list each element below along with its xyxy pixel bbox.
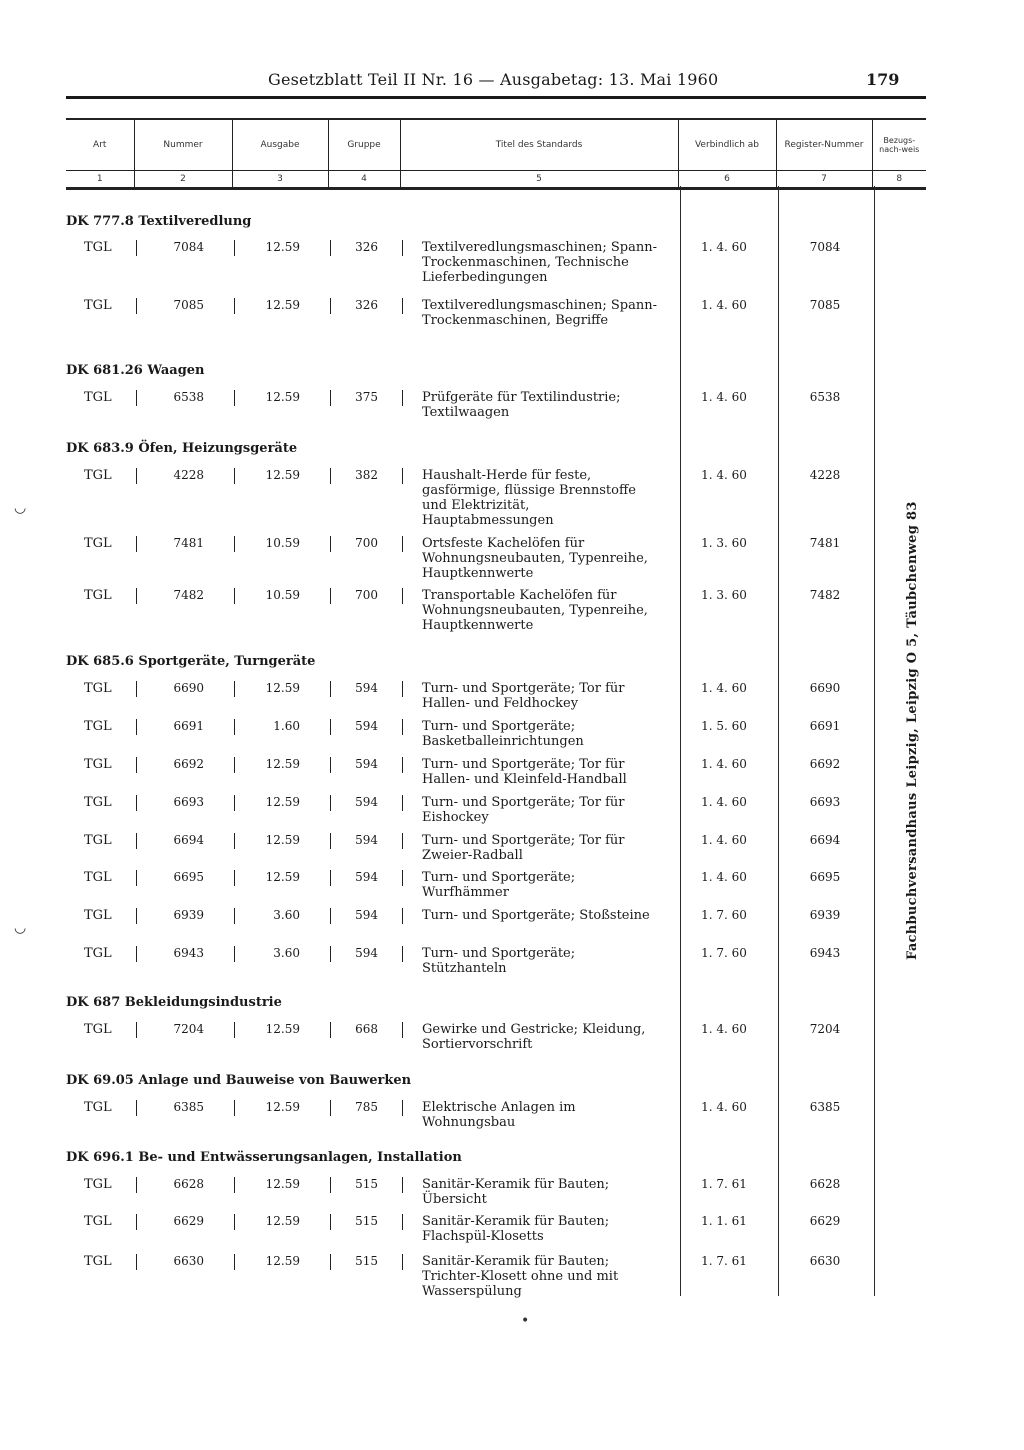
sep-ausgabe [234, 681, 235, 697]
sep-nummer [136, 757, 137, 773]
section-heading: DK 683.9 Öfen, Heizungsgeräte [66, 441, 298, 456]
sep-nummer [136, 719, 137, 735]
cell-ausgabe: 3.60 [273, 908, 300, 922]
sep-gruppe [330, 1100, 331, 1116]
sep-titel [402, 1022, 403, 1038]
cell-register: 6694 [809, 833, 841, 847]
cell-nummer: 6630 [173, 1254, 204, 1268]
cell-verbindlich: 1. 4. 60 [701, 240, 747, 254]
col-number-3: 3 [232, 171, 328, 189]
sep-gruppe [330, 870, 331, 886]
cell-verbindlich: 1. 4. 60 [701, 757, 747, 771]
cell-register: 6385 [809, 1100, 841, 1114]
cell-register: 6692 [809, 757, 841, 771]
cell-register: 6629 [809, 1214, 841, 1228]
col-number-7: 7 [776, 171, 872, 189]
col-header-art: Art [66, 119, 134, 171]
sep-gruppe [330, 719, 331, 735]
cell-ausgabe: 3.60 [273, 946, 300, 960]
col-header-bezugsnachweis: Bezugs-nach-weis [872, 119, 926, 171]
sep-ausgabe [234, 757, 235, 773]
sep-ausgabe [234, 946, 235, 962]
cell-title: Turn- und Sportgeräte; Stützhanteln [422, 946, 576, 976]
cell-nummer: 6629 [173, 1214, 204, 1228]
cell-ausgabe: 12.59 [265, 468, 300, 482]
cell-art: TGL [84, 390, 112, 405]
cell-title: Turn- und Sportgeräte; Wurfhämmer [422, 870, 576, 900]
cell-title: Turn- und Sportgeräte; Tor für Zweier-Radball [422, 833, 625, 863]
cell-register: 7084 [809, 240, 841, 254]
page-header-title: Gesetzblatt Teil II Nr. 16 — Ausgabetag: 13. Mai 1960 [268, 70, 719, 89]
cell-art: TGL [84, 298, 112, 313]
sep-gruppe [330, 536, 331, 552]
sep-gruppe [330, 795, 331, 811]
col-number-8: 8 [872, 171, 926, 189]
sep-ausgabe [234, 588, 235, 604]
cell-ausgabe: 1.60 [273, 719, 300, 733]
sep-nummer [136, 588, 137, 604]
cell-ausgabe: 12.59 [265, 1254, 300, 1268]
sep-nummer [136, 1100, 137, 1116]
cell-gruppe: 594 [355, 719, 378, 733]
sep-titel [402, 946, 403, 962]
cell-nummer: 6385 [173, 1100, 204, 1114]
cell-register: 4228 [809, 468, 841, 482]
sep-nummer [136, 1254, 137, 1270]
cell-register: 6943 [809, 946, 841, 960]
sep-gruppe [330, 468, 331, 484]
cell-ausgabe: 12.59 [265, 681, 300, 695]
cell-nummer: 6690 [173, 681, 204, 695]
cell-nummer: 6628 [173, 1177, 204, 1191]
cell-nummer: 6538 [173, 390, 204, 404]
cell-title: Textilveredlungsmaschinen; Spann-Trockenmaschinen, Begriffe [422, 298, 658, 328]
cell-verbindlich: 1. 4. 60 [701, 468, 747, 482]
cell-nummer: 7085 [173, 298, 204, 312]
sep-nummer [136, 468, 137, 484]
sep-nummer [136, 681, 137, 697]
cell-title: Turn- und Sportgeräte; Tor für Hallen- und Kleinfeld-Handball [422, 757, 627, 787]
cell-nummer: 7481 [173, 536, 204, 550]
cell-verbindlich: 1. 7. 61 [701, 1177, 747, 1191]
cell-gruppe: 700 [355, 536, 378, 550]
cell-nummer: 6943 [173, 946, 204, 960]
cell-gruppe: 594 [355, 757, 378, 771]
sep-ausgabe [234, 240, 235, 256]
cell-title: Sanitär-Keramik für Bauten; Trichter-Klosett ohne und mit Wasserspülung [422, 1254, 619, 1299]
cell-nummer: 6692 [173, 757, 204, 771]
sep-nummer [136, 833, 137, 849]
sep-gruppe [330, 757, 331, 773]
cell-nummer: 7084 [173, 240, 204, 254]
sep-titel [402, 870, 403, 886]
sep-titel [402, 1254, 403, 1270]
sep-nummer [136, 1214, 137, 1230]
cell-art: TGL [84, 795, 112, 810]
sep-titel [402, 1100, 403, 1116]
column-rule-bezug [874, 186, 875, 1296]
sep-ausgabe [234, 1022, 235, 1038]
cell-ausgabe: 10.59 [265, 536, 300, 550]
sep-ausgabe [234, 870, 235, 886]
sep-titel [402, 390, 403, 406]
cell-art: TGL [84, 946, 112, 961]
cell-ausgabe: 12.59 [265, 240, 300, 254]
cell-title: Gewirke und Gestricke; Kleidung, Sortiervorschrift [422, 1022, 646, 1052]
cell-gruppe: 700 [355, 588, 378, 602]
cell-art: TGL [84, 1254, 112, 1269]
cell-verbindlich: 1. 4. 60 [701, 681, 747, 695]
margin-mark: ◡ [14, 500, 27, 516]
sep-gruppe [330, 1254, 331, 1270]
sep-gruppe [330, 390, 331, 406]
sep-ausgabe [234, 298, 235, 314]
sep-nummer [136, 1177, 137, 1193]
cell-art: TGL [84, 468, 112, 483]
sep-titel [402, 298, 403, 314]
sep-titel [402, 681, 403, 697]
sep-ausgabe [234, 833, 235, 849]
section-heading: DK 687 Bekleidungsindustrie [66, 995, 282, 1010]
cell-gruppe: 515 [355, 1214, 378, 1228]
sep-nummer [136, 946, 137, 962]
cell-register: 6628 [809, 1177, 841, 1191]
sep-titel [402, 908, 403, 924]
cell-register: 7481 [809, 536, 841, 550]
cell-nummer: 6693 [173, 795, 204, 809]
cell-gruppe: 594 [355, 681, 378, 695]
cell-verbindlich: 1. 4. 60 [701, 298, 747, 312]
cell-ausgabe: 12.59 [265, 870, 300, 884]
sep-gruppe [330, 833, 331, 849]
sep-nummer [136, 795, 137, 811]
col-number-6: 6 [678, 171, 776, 189]
section-heading: DK 685.6 Sportgeräte, Turngeräte [66, 654, 316, 669]
sep-titel [402, 833, 403, 849]
page-number: 179 [866, 70, 900, 89]
section-heading: DK 777.8 Textilveredlung [66, 214, 252, 229]
sep-nummer [136, 908, 137, 924]
cell-art: TGL [84, 536, 112, 551]
sep-gruppe [330, 240, 331, 256]
cell-nummer: 6695 [173, 870, 204, 884]
cell-ausgabe: 12.59 [265, 390, 300, 404]
cell-ausgabe: 12.59 [265, 1214, 300, 1228]
sep-titel [402, 1214, 403, 1230]
cell-art: TGL [84, 1022, 112, 1037]
sep-nummer [136, 1022, 137, 1038]
side-imprint: Fachbuchversandhaus Leipzig, Leipzig O 5, Täubchenweg 83 [905, 501, 920, 960]
cell-gruppe: 382 [355, 468, 378, 482]
sep-nummer [136, 870, 137, 886]
sep-nummer [136, 390, 137, 406]
cell-ausgabe: 12.59 [265, 833, 300, 847]
cell-title: Prüfgeräte für Textilindustrie; Textilwaagen [422, 390, 621, 420]
sep-ausgabe [234, 795, 235, 811]
cell-gruppe: 785 [355, 1100, 378, 1114]
sep-ausgabe [234, 536, 235, 552]
cell-verbindlich: 1. 7. 60 [701, 946, 747, 960]
sep-ausgabe [234, 719, 235, 735]
cell-gruppe: 515 [355, 1177, 378, 1191]
cell-ausgabe: 12.59 [265, 1022, 300, 1036]
cell-art: TGL [84, 833, 112, 848]
cell-verbindlich: 1. 4. 60 [701, 870, 747, 884]
cell-title: Textilveredlungsmaschinen; Spann-Trockenmaschinen, Technische Lieferbedingungen [422, 240, 658, 285]
cell-verbindlich: 1. 4. 60 [701, 833, 747, 847]
margin-mark: ◡ [14, 920, 27, 936]
cell-gruppe: 326 [355, 298, 378, 312]
cell-nummer: 7204 [173, 1022, 204, 1036]
section-heading: DK 696.1 Be- und Entwässerungsanlagen, Installation [66, 1150, 462, 1165]
sep-titel [402, 588, 403, 604]
cell-register: 6695 [809, 870, 841, 884]
cell-verbindlich: 1. 3. 60 [701, 588, 747, 602]
cell-art: TGL [84, 870, 112, 885]
sep-nummer [136, 298, 137, 314]
cell-nummer: 6939 [173, 908, 204, 922]
sep-nummer [136, 536, 137, 552]
cell-verbindlich: 1. 4. 60 [701, 1100, 747, 1114]
header-rule [66, 96, 926, 99]
cell-ausgabe: 12.59 [265, 1100, 300, 1114]
column-header-table [66, 118, 926, 190]
sep-gruppe [330, 1214, 331, 1230]
section-heading: DK 681.26 Waagen [66, 363, 205, 378]
cell-title: Turn- und Sportgeräte; Stoßsteine [422, 908, 650, 923]
cell-art: TGL [84, 1177, 112, 1192]
sep-ausgabe [234, 1254, 235, 1270]
cell-title: Elektrische Anlagen im Wohnungsbau [422, 1100, 576, 1130]
sep-titel [402, 1177, 403, 1193]
col-header-verbindlich: Verbindlich ab [678, 119, 776, 171]
sep-titel [402, 719, 403, 735]
col-number-5: 5 [400, 171, 678, 189]
sep-titel [402, 240, 403, 256]
sep-gruppe [330, 946, 331, 962]
col-number-2: 2 [134, 171, 232, 189]
cell-gruppe: 668 [355, 1022, 378, 1036]
sep-ausgabe [234, 390, 235, 406]
cell-register: 7085 [809, 298, 841, 312]
sep-gruppe [330, 908, 331, 924]
sep-titel [402, 536, 403, 552]
sep-gruppe [330, 588, 331, 604]
cell-register: 7482 [809, 588, 841, 602]
sep-gruppe [330, 1177, 331, 1193]
cell-verbindlich: 1. 4. 60 [701, 1022, 747, 1036]
col-header-gruppe: Gruppe [328, 119, 400, 171]
col-number-4: 4 [328, 171, 400, 189]
sep-ausgabe [234, 1100, 235, 1116]
sep-titel [402, 468, 403, 484]
cell-verbindlich: 1. 4. 60 [701, 795, 747, 809]
cell-title: Transportable Kachelöfen für Wohnungsneubauten, Typenreihe, Hauptkennwerte [422, 588, 648, 633]
col-header-nummer: Nummer [134, 119, 232, 171]
cell-art: TGL [84, 719, 112, 734]
sep-nummer [136, 240, 137, 256]
cell-title: Turn- und Sportgeräte; Basketballeinrichtungen [422, 719, 584, 749]
cell-title: Ortsfeste Kachelöfen für Wohnungsneubauten, Typenreihe, Hauptkennwerte [422, 536, 648, 581]
cell-verbindlich: 1. 7. 60 [701, 908, 747, 922]
col-header-titel: Titel des Standards [400, 119, 678, 171]
cell-gruppe: 594 [355, 833, 378, 847]
cell-art: TGL [84, 240, 112, 255]
cell-nummer: 7482 [173, 588, 204, 602]
cell-ausgabe: 12.59 [265, 757, 300, 771]
sep-ausgabe [234, 1214, 235, 1230]
cell-gruppe: 594 [355, 908, 378, 922]
cell-register: 6693 [809, 795, 841, 809]
cell-register: 6690 [809, 681, 841, 695]
cell-nummer: 4228 [173, 468, 204, 482]
cell-title: Sanitär-Keramik für Bauten; Flachspül-Klosetts [422, 1214, 610, 1244]
cell-gruppe: 515 [355, 1254, 378, 1268]
col-header-register: Register-Nummer [776, 119, 872, 171]
sep-ausgabe [234, 908, 235, 924]
cell-art: TGL [84, 1214, 112, 1229]
cell-register: 6538 [809, 390, 841, 404]
sep-titel [402, 757, 403, 773]
column-rule-verbindlich [680, 186, 681, 1296]
cell-art: TGL [84, 1100, 112, 1115]
cell-nummer: 6694 [173, 833, 204, 847]
cell-verbindlich: 1. 3. 60 [701, 536, 747, 550]
cell-ausgabe: 10.59 [265, 588, 300, 602]
cell-register: 6630 [809, 1254, 841, 1268]
cell-register: 6939 [809, 908, 841, 922]
sep-gruppe [330, 1022, 331, 1038]
cell-title: Turn- und Sportgeräte; Tor für Eishockey [422, 795, 625, 825]
cell-verbindlich: 1. 4. 60 [701, 390, 747, 404]
cell-gruppe: 594 [355, 795, 378, 809]
cell-ausgabe: 12.59 [265, 298, 300, 312]
cell-title: Sanitär-Keramik für Bauten; Übersicht [422, 1177, 610, 1207]
cell-gruppe: 594 [355, 946, 378, 960]
col-number-1: 1 [66, 171, 134, 189]
cell-verbindlich: 1. 1. 61 [701, 1214, 747, 1228]
cell-ausgabe: 12.59 [265, 795, 300, 809]
cell-title: Turn- und Sportgeräte; Tor für Hallen- und Feldhockey [422, 681, 625, 711]
sep-gruppe [330, 298, 331, 314]
cell-gruppe: 375 [355, 390, 378, 404]
section-heading: DK 69.05 Anlage und Bauweise von Bauwerken [66, 1073, 412, 1088]
cell-art: TGL [84, 588, 112, 603]
sep-titel [402, 795, 403, 811]
col-header-ausgabe: Ausgabe [232, 119, 328, 171]
sep-gruppe [330, 681, 331, 697]
cell-gruppe: 594 [355, 870, 378, 884]
cell-verbindlich: 1. 5. 60 [701, 719, 747, 733]
cell-register: 6691 [809, 719, 841, 733]
column-rule-register [778, 186, 779, 1296]
cell-verbindlich: 1. 7. 61 [701, 1254, 747, 1268]
cell-title: Haushalt-Herde für feste, gasförmige, flüssige Brennstoffe und Elektrizität, Hauptabmessungen [422, 468, 636, 528]
sep-ausgabe [234, 1177, 235, 1193]
cell-art: TGL [84, 681, 112, 696]
cell-register: 7204 [809, 1022, 841, 1036]
cell-art: TGL [84, 757, 112, 772]
sep-ausgabe [234, 468, 235, 484]
cell-gruppe: 326 [355, 240, 378, 254]
cell-nummer: 6691 [173, 719, 204, 733]
cell-art: TGL [84, 908, 112, 923]
cell-ausgabe: 12.59 [265, 1177, 300, 1191]
margin-dot: • [521, 1313, 530, 1329]
